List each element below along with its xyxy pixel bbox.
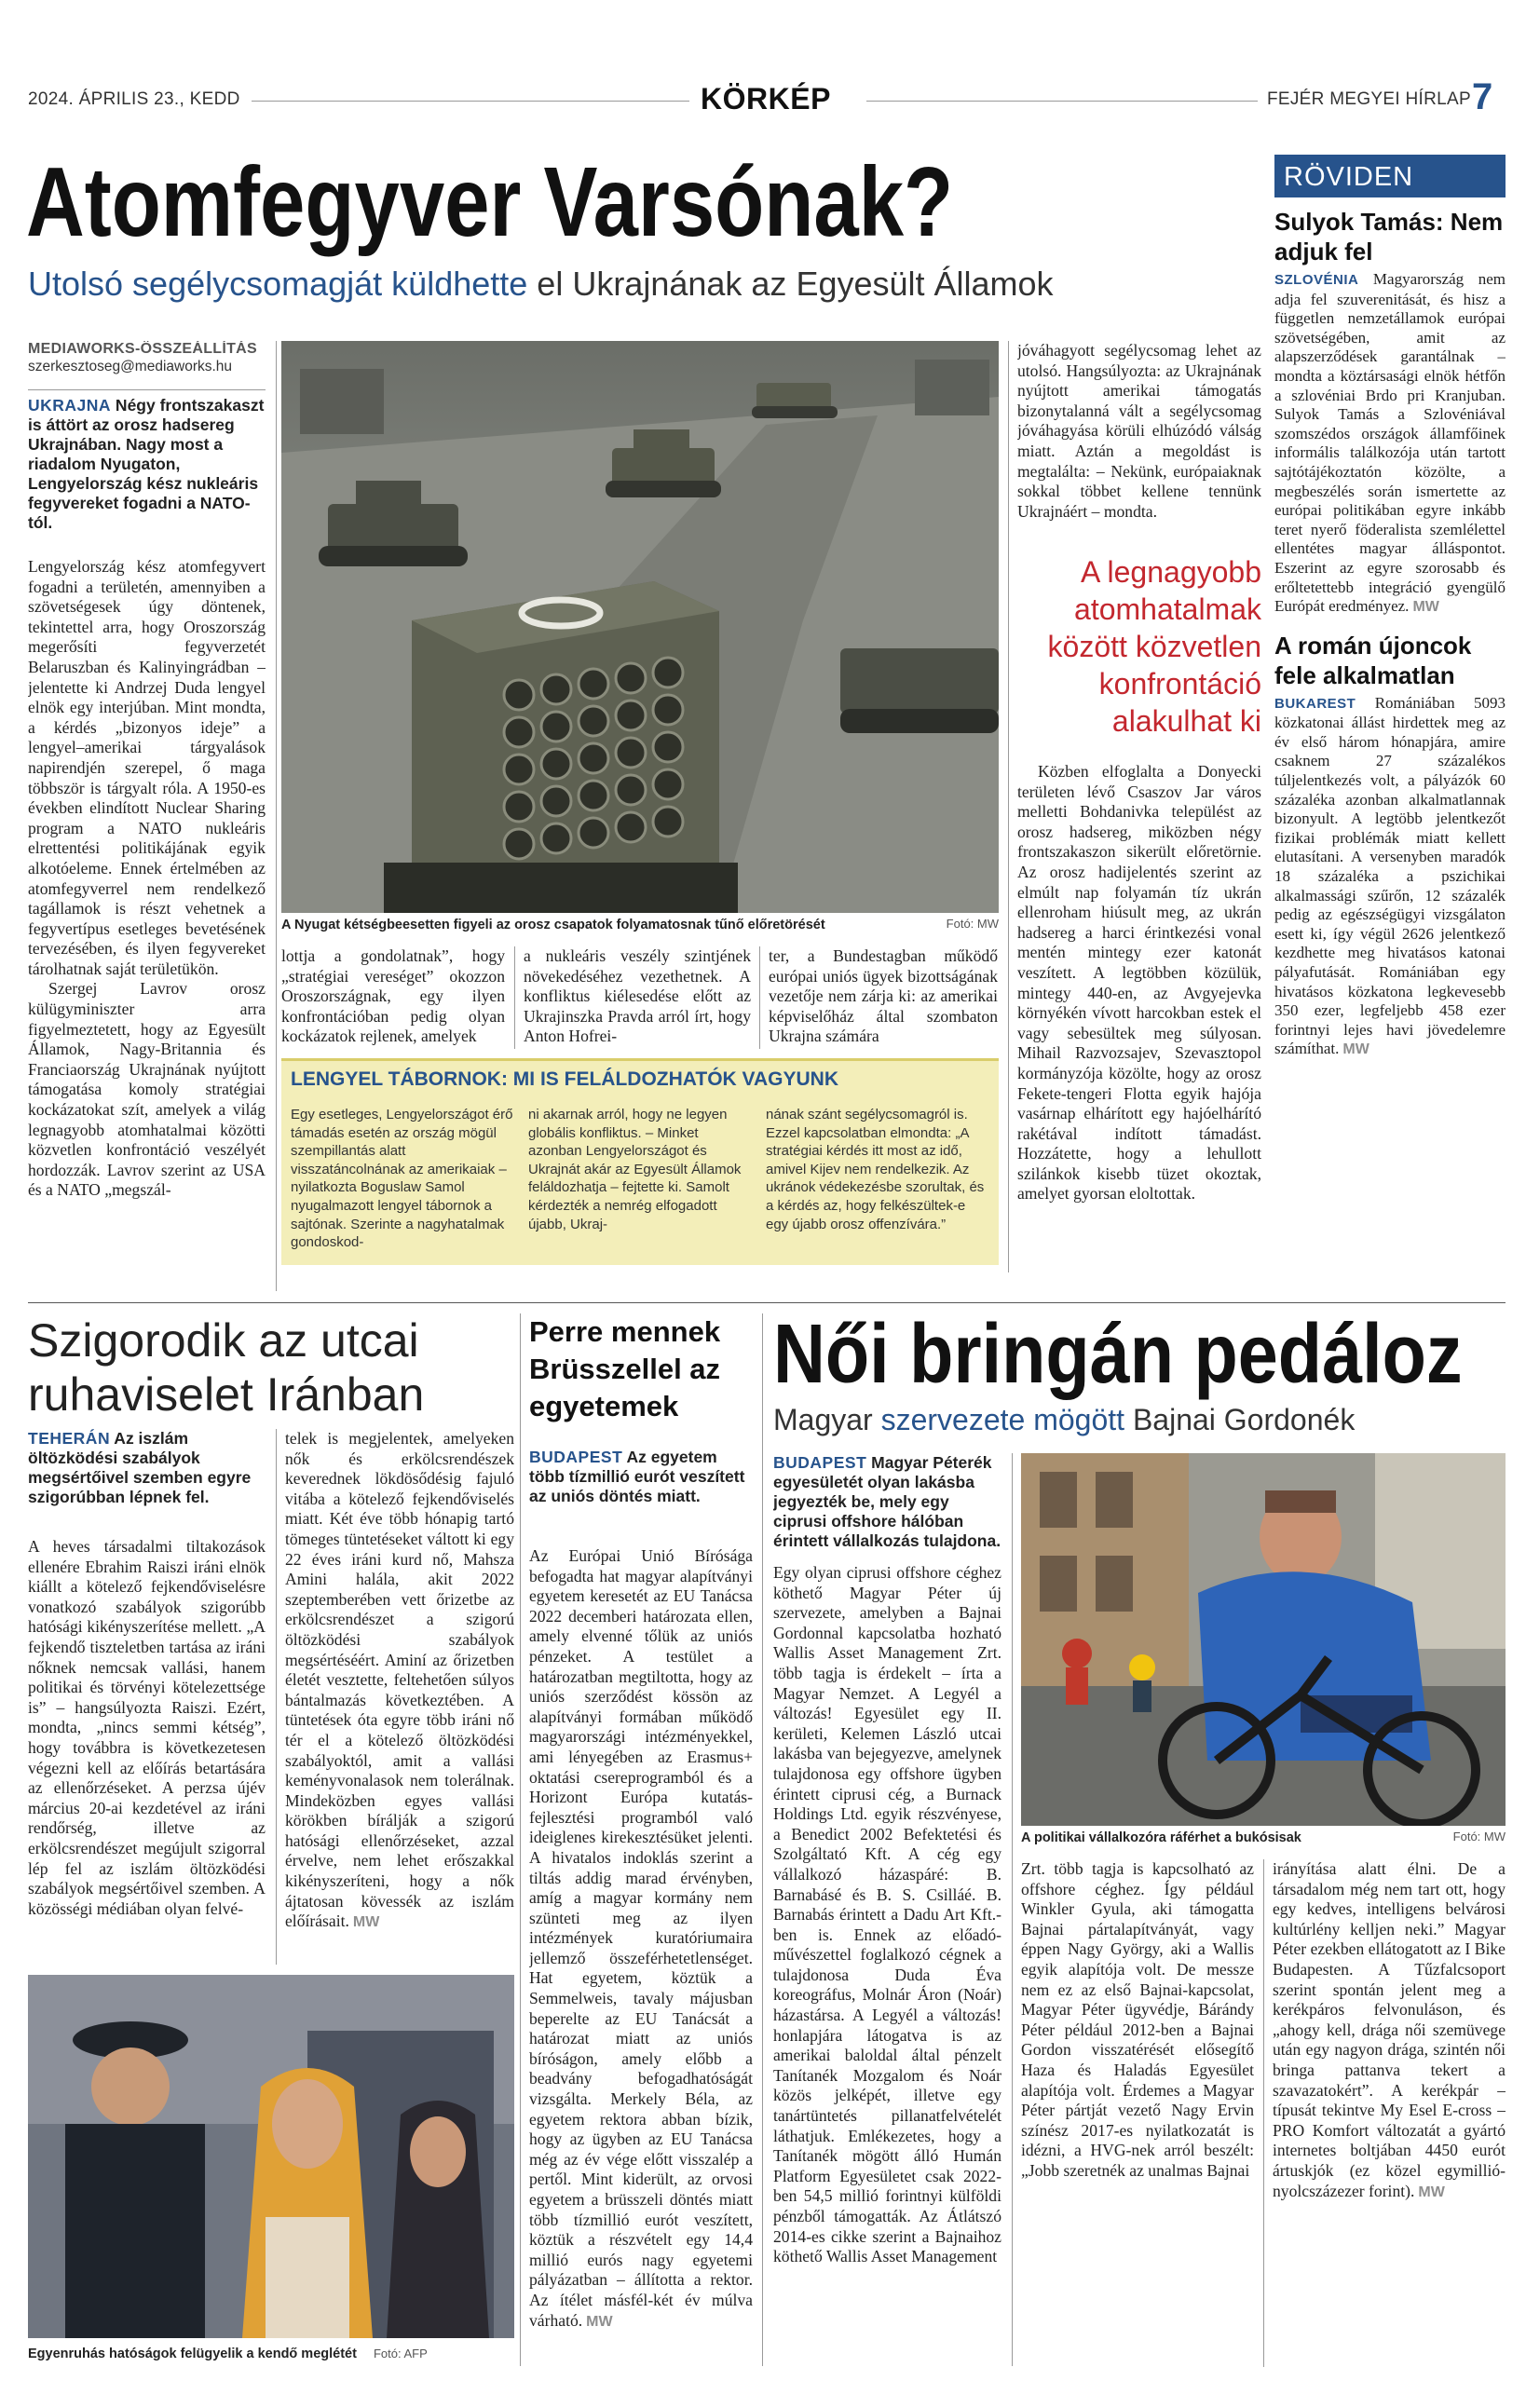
main-col4-top: jóváhagyott segélycsomag lehet az utolsó. Hangsúlyozta: az Ukrajnának nyújtott amerikai támogatás bizonytalanná vált a segélycsomag jóváhagyása körüli elhúzódó válság miatt. Aztán a megoldást is megtalálta: – Nekünk, európaiaknak sokkal többet kellene tennünk Ukrajnáért – mondta.	[1017, 341, 1261, 521]
main-photo-caption: A Nyugat kétségbeesetten figyeli az orosz csapatok folyamatosnak tűnő előretörését Fotó: MW	[281, 917, 999, 932]
bike-subtitle: Magyar szervezete mögött Bajnai Gordonék	[773, 1403, 1356, 1436]
sidebar-col3: nának szánt segélycsomagról is. Ezzel kapcsolatban elmondta: „A stratégiai kérdés itt most az idő, amivel Kijev nem rendelkezik. Az ukránok védekezésbe szorultak, és a kérdés az, hogy felkészültek-e egy újabb orosz offenzívára.”	[766, 1107, 985, 1232]
iran-photo	[28, 1975, 514, 2338]
main-col4-bottom: Közben elfoglalta a Donyecki területen lévő Csaszov Jar város melletti Bohdanivka települést az orosz hadsereg, miközben négy frontszakaszon sikerült előretörnie. Az orosz hadijelentés szerint az elmúlt nap folyamán tíz ukrán ellenroham hiúsult meg, az ukrán hadsereg a harci érintkezési vonal mentén mintegy ezer katonát veszített. A legtöbben közülük, mintegy 440-en, az Avgyejevka környékén vívott harcokban estek el vagy sebesültek meg súlyosan. Mihail Razvozsajev, Szevasztopol kormányzója közölte, hogy az orosz Fekete-tengeri Flotta egyik hajója vasárnap elhárított egy hajóelhárító rakétával indított támadást. Hozzátette, hogy a lehullott szilánkok kisebb tüzet okoztak, amelyet gyorsan eloltottak.	[1017, 762, 1261, 1204]
main-under-col1: lottja a gondolatnak”, hogy „stratégiai vereséget” okozzon Oroszországnak, egy ilyen konfrontációban pedig olyan kockázatok rejlenek, amelyek	[281, 946, 505, 1046]
section-title: KÖRKÉP	[701, 82, 831, 116]
briefs-label: RÖVIDEN	[1274, 155, 1506, 197]
iran-col2: telek is megjelentek, amelyeken nők és erkölcsrendészek keverednek lökdösődésig fajuló vitába a kötelező fejkendőviselés miatt. Két éve több hónapig tartó tömeges tüntetéseket váltott ki egy 22 éves iráni kurd nő, Mahsza Amini halála, akit 2022 szeptemberében vett őrizetbe az erkölcsrendészet a szigorú öltözködési szabályok megsértéséért. Aminí az őrizetben életét vesztette, feltehetően súlyos bántalmazás következtében. A tüntetések óta egyre több iráni nő tér el a kötelező öltözködési szabályoktól, amit a vallási keményvonalasok nem tolerálnak. Mindeközben egyes vallási körökben bírálják a szigorú hatósági ellenőrzéseket, azzal érvelve, nem lehet erőszakkal kikényszeríteni, hogy a nők ájtatosan kövessék az iszlám előírásait. MW	[285, 1429, 514, 1931]
brief-2-text: BUKAREST Romániában 5093 közkatonai állást hirdettek meg az év első három hónapjára, amire csaknem 27 százalékos túljelentkezés volt, a pályázók 60 százaléka azonban alkalmatlannak bizonyult. A legtöbb jelentkezőt fizikai problémák miatt kellett elutasítani. A versenyben maradók 18 százaléka a pszichikai alkalmassági szűrőn, 12 százalék pedig az egészségügyi vizsgálaton esett ki, így végül 2626 jelentkező kezdhette meg hivatásos katonai pályafutását. Romániában egy hivatásos közkatona legkevesebb 350 ezer, legfeljebb 458 ezer forintnyi lejes havi jövedelemre számíthat. MW	[1274, 693, 1506, 1058]
page-number: 7	[1472, 82, 1493, 117]
general-sidebar-box	[281, 1058, 999, 1265]
main-lead: UKRAJNA Négy frontszakaszt is áttört az orosz hadsereg Ukrajnában. Nagy most a riadalom Nyugaton, Lengyelország kész nukleáris fegyvereket fogadni a NATO-tól.	[28, 396, 265, 532]
bike-headline: Női bringán pedáloz	[773, 1308, 1463, 1401]
bike-photo-caption: A politikai vállalkozóra ráférhet a bukósisak Fotó: MW	[1021, 1830, 1506, 1845]
iran-col1: A heves társadalmi tiltakozások ellenére Ebrahim Raiszi iráni elnök kiállt a kötelező fejkendőviselésre vonatkozó szabályok szigorúbb hatósági kikényszerítése mellett. „A fejkendő tiszteletben tartása az iráni nőknek nemcsak vallási, hanem politikai és törvényi kötelezettsége is” – hangsúlyozta Raiszi. Ezért, mondta, „nincs semmi kétség”, hogy továbbra is következetesen végezni kell az előírás betartására az ellenőrzéseket. A perzsa újév március 20-ai kezdetével az iráni rendőrség, illetve az erkölcsrendészet megújult szigorral lép fel az iszlám öltözködési szabályok megsértőivel szemben. A közösségi médiában olyan felvé-	[28, 1537, 266, 1918]
brussels-headline: Perre mennek Brüsszellel az egyetemek	[529, 1315, 721, 1422]
woman-2-figure	[387, 2101, 489, 2338]
woman-scarf-figure	[242, 2068, 373, 2338]
sidebar-col2: ni akarnak arról, hogy ne legyen globális konfliktus. – Minket azonban Lengyelországot és Ukrajnát akár az Egyesült Államok feláldozhatja – fejtette ki. Samolt kérdezték a nemrég elfogadott újabb, Ukraj-	[528, 1107, 742, 1232]
main-title: Atomfegyver Varsónak?	[26, 147, 954, 257]
main-subtitle	[28, 264, 1267, 310]
main-byline: MEDIAWORKS-ÖSSZEÁLLÍTÁS szerkesztoseg@mediaworks.hu	[28, 341, 266, 384]
byline-email: szerkesztoseg@mediaworks.hu	[28, 359, 233, 374]
briefs-sidebar	[1274, 155, 1506, 1291]
bike-col1: Egy olyan ciprusi offshore céghez köthető Magyar Péter új szervezete, amelyben a Bajnai Gordonnal kapcsolatba hozható Wallis Asset Management Zrt. több tagja is érdekelt – írta a Magyar Nemzet. A Legyél a változás! Egyesület egy II. kerületi, Kelemen László utcai lakásba van bejegyezve, amelynek tulajdonosa egy offshore ügyben érintett ciprusi cég, a Burnack Holdings Ltd. egyik részvényese, a Benedict 2002 Befektetési és Szolgáltató Kft. A cég egy vállalkozó házaspáré: B. Barnabásé és B. S. Csilláé. B. Barnabás érintett a Dadu Art Kft.-ben is. Ennek az előadó-művészettel foglalkozó cégnek a tulajdonosa Duda Éva koreográfus, Molnár Áron (Noár) házastársa. A Legyél a változás! honlapjára látogatva is az amerikai baloldal által pénzelt Tanítanék Mozgalom és Noár közös jelképét, illetve egy tanártüntetés pillanatfelvételét láthatjuk. Emlékezetes, hogy a Tanítanék mögött álló Humán Platform Egyesületet csak 2022-ben 54,5 millió forintnyi külföldi pénzből támogatták. Az Átlátszó 2014-es cikke szerint a Bajnaihoz köthető Wallis Asset Management	[773, 1563, 1001, 2266]
sidebar-title: LENGYEL TÁBORNOK: MI IS FELÁLDOZHATÓK VAGYUNK	[291, 1068, 838, 1090]
pull-quote: A legnagyobb atomhatalmak között közvetlen konfrontáció alakulhat ki	[1047, 555, 1261, 738]
brief-1-text: SZLOVÉNIA Magyarország nem adja fel szuverenitását, és hisz a független nemzetállamok európai szövetségében, amit az alapszerződések garantálnak – mondta a köztársasági elnök hétfőn a szlovéniai Brdo pri Kranjuban. Sulyok Tamás a Szlovéniával szomszédos országok államfőinek informális találkozója után tartott sajtótájékoztatón közölte, a megbeszélés során ismertette az európai politikában egyre inkább teret nyerő föderalista szemlélettel ellentétes magyar álláspontot. Eszerint az egyre szorosabb és erőltetettebb integráció gyengülő Európát eredményez. MW	[1274, 270, 1506, 616]
main-col1-text: Lengyelország kész atomfegyvert fogadni a területén, amennyiben a szövetségesek úgy döntenek, tekintettel arra, hogy Oroszország megerősíti fegyverzetét Belaruszban és Kalinyingrádban – jelentette ki Andrzej Duda lengyel elnök egy interjúban. Mint mondta, a kérdés „bizonyos ideje” a lengyel–amerikai tárgyalások napirendjén szerepel, ő maga többször is tárgyalt róla. A 1950-es években elindított Nuclear Sharing program a NATO nukleáris elrettentési politikájának egyik alkotóeleme. Ennek értelmében az atomfegyverrel nem rendelkező tagállamok is részt vehetnek a fegyvertípus esetleges bevetésének tervezésében, és ilyen fegyvereket tárolhatnak saját területükön. Szergej Lavrov orosz külügyminiszter arra figyelmeztetett, hogy az Egyesült Államok, Nagy-Britannia és Franciaország Ukrajnának nyújtott támogatása komoly stratégiai kockázatokat szít, amelyek a világ legnagyobb atomhatalmai közötti közvetlen konfrontáció veszélyét hordozzák. Lavrov szerint az USA és a NATO „megszál-	[28, 557, 266, 1200]
main-under-col3: ter, a Bundestagban működő európai uniós ügyek bizottságának vezetője nem zárja ki: az amerikai képviselőház által szombaton Ukrajna számára	[769, 946, 998, 1046]
iran-street-illustration	[28, 1975, 514, 2338]
main-under-col2: a nukleáris veszély szintjének növekedéséhez vezethetnek. A konfliktus kiélesedése előtt az Ukrajinszka Pravda arról írt, hogy Anton Hofrei-	[524, 946, 751, 1046]
rocket-launcher	[384, 581, 738, 913]
tank-4	[840, 648, 999, 733]
tank-scene-illustration	[281, 341, 999, 913]
page-header	[28, 82, 1500, 127]
bike-col2: Zrt. több tagja is kapcsolható az offshore céghez. Így például Winkler Gyula, aki támogatta Bajnai pártalapítványát, vagy éppen Nagy György, aki a Wallis egyik alapítója volt. De messze nem ez az első Bajnai-kapcsolat, Magyar Péter ügyvédje, Bárándy Péter például 2012-ben a Bajnai Gordon visszatérését elősegítő Haza és Haladás Egyesület alapítója volt. Érdemes a Magyar Péter pártját vezető Nagy Ervin színész 2017-es nyilatkozatát is idézni, a HVG-nek arról beszélt: „Jobb szeretnék az unalmas Bajnai	[1021, 1859, 1254, 2180]
iran-photo-caption: Egyenruhás hatóságok felügyelik a kendő meglétét Fotó: AFP	[28, 2347, 428, 2361]
paper-name: FEJÉR MEGYEI HÍRLAP	[1267, 89, 1471, 109]
iran-lead: TEHERÁN Az iszlám öltözködési szabályok megsértőivel szemben egyre szigorúbban lépnek fel.	[28, 1429, 252, 1506]
cyclist-illustration	[1021, 1453, 1506, 1826]
header-date: 2024. ÁPRILIS 23., KEDD	[28, 89, 240, 109]
bike-col3: irányítása alatt élni. De a társadalom még nem tart ott, hogy egy kedves, intelligens belvárosi kultúrlény kelljen neki.” Magyar Péter ezekben ellátogatott az I Bike Budapesten. A Tűzfalcsoport szerint spontán jelent meg a kerékpáros felvonuláson, és „ahogy kell, drága női szemüvege után egy nagyon drága, szintén női bringa pattanva tekert a szavazatokért”. A kerékpár – típusát tekintve My Esel E-cross – PRO Komfort változatát a gyártó internetes boltjában 4450 eurót ártuskjók (ez közel egymillió-nyolcszázezer forint). MW	[1273, 1859, 1506, 2200]
brief-2-title: A román újoncok fele alkalmatlan	[1274, 631, 1472, 689]
tank-3	[752, 383, 838, 418]
bike-photo	[1021, 1453, 1506, 1826]
bike-lead: BUDAPEST Magyar Péterék egyesületét olyan lakásba jegyezték be, mely egy ciprusi offshore hálóban érintett vállalkozás tulajdona.	[773, 1453, 1001, 1550]
subtitle-highlight: Utolsó segélycsomagját küldhette	[28, 265, 528, 303]
rocket-launcher-photo	[281, 341, 999, 913]
subtitle-rest: el Ukrajnának az Egyesült Államok	[527, 265, 1054, 303]
sidebar-col1: Egy esetleges, Lengyelországot érő támadás esetén az ország mögül szempillantás alatt visszatáncolnának az amerikaiak – nyilatkozta Boguslaw Samol nyugalmazott lengyel tábornok a sajtónak. Szerinte a nagyhatalmak gondoskod-	[291, 1107, 513, 1251]
brief-1-title: Sulyok Tamás: Nem adjuk fel	[1274, 208, 1504, 265]
brussels-text: Az Európai Unió Bírósága befogadta hat magyar alapítványi egyetem keresetét az EU Tanácsa 2022 decemberi határozata ellen, amely elvenné tőlük az uniós pénzeket. A testület a határozatban megtiltotta, hogy az uniós szerződést kössön az alapítványi formában működő magyarországi intézményekkel, ami lényegében az Erasmus+ oktatási csereprogramból és a Horizont Európa kutatás-fejlesztési programból való ideiglenes kirekesztésüket jelenti. A hivatalos indoklás szerint a tiltás addig marad érvényben, amíg a magyar kormány nem szünteti meg az ilyen intézmények kuratóriumaira jellemző összeférhetetlenséget. Hat egyetem, köztük a Semmelweis, tavaly májusban beperelte az EU Tanácsát a határozat miatt az uniós bíróságon, amely előbb a beadvány befogadhatóságát vizsgálta. Merkely Béla, az egyetem rektora abban bízik, hogy az ügyben az EU Tanácsa még az év vége előtt visszalép a pertől. Mint kiderült, az orvosi egyetem a brüsszeli döntés miatt több tízmillió eurót veszített, köztük a részvételt egy 14,4 millió eurós nagy egyetemi pályázatban – állította a rektor. Az ítélet másfél-két év múlva várható. MW	[529, 1546, 753, 2330]
brussels-lead: BUDAPEST Az egyetem több tízmillió eurót veszített az uniós döntés miatt.	[529, 1448, 745, 1505]
iran-headline: Szigorodik az utcai ruhaviselet Iránban	[28, 1314, 425, 1421]
main-headline	[26, 147, 1265, 268]
